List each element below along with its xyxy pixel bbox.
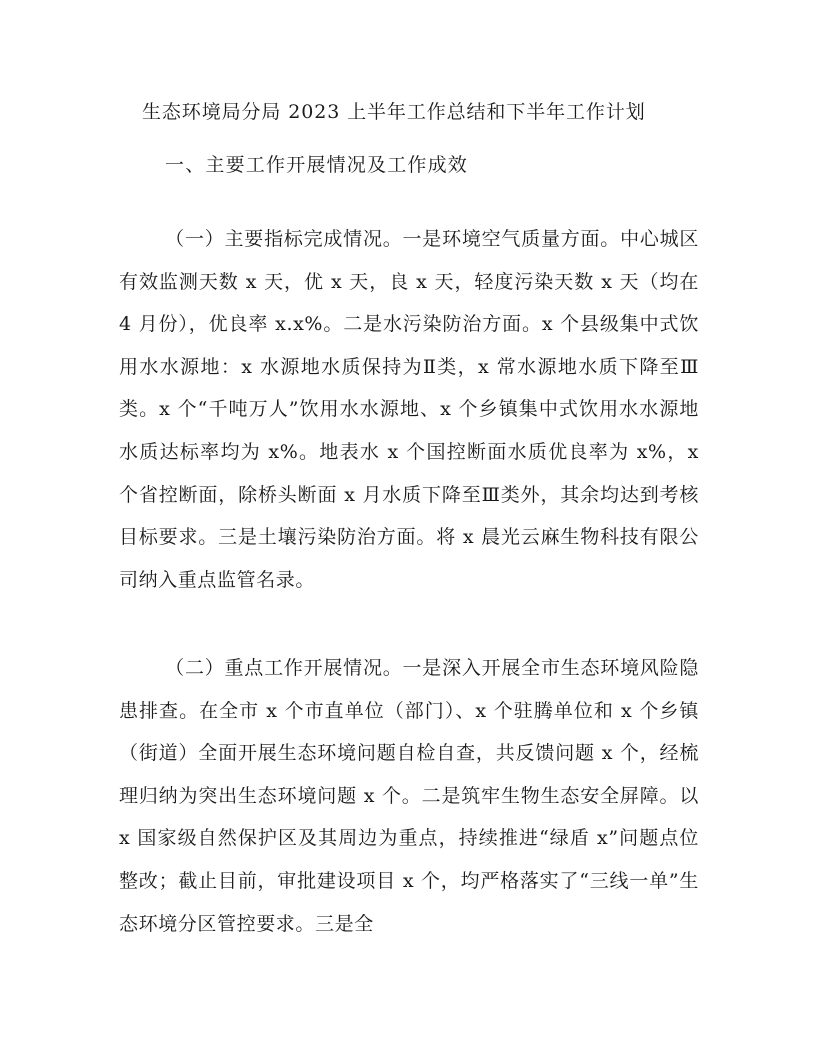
paragraph-key-work — [119, 647, 699, 945]
paragraph-text: （一）主要指标完成情况。一是环境空气质量方面。中心城区有效监测天数 x 天，优 x 天，良 x 天，轻度污染天数 x 天（均在 4 月份），优良率 x.x%。二是水污染防治方面。x 个县级集中式饮用水水源地：x 水源地水质保持为Ⅱ类，x 常水源地水质下降至Ⅲ类。x 个“千吨万人”饮用水水源地、x 个乡镇集中式饮用水水源地水质达标率均为 x%。地表水 x 个国控断面水质优良率为 x%，x 个省控断面，除桥头断面 x 月水质下降至Ⅲ类外，其余均达到考核目标要求。三是土壤污染防治方面。将 x 晨光云麻生物科技有限公司纳入重点监管名录。 — [119, 228, 699, 591]
document-title: 生态环境局分局 2023 上半年工作总结和下半年工作计划 — [142, 101, 646, 123]
section-heading: 一、主要工作开展情况及工作成效 — [165, 154, 469, 176]
paragraph-text: （二）重点工作开展情况。一是深入开展全市生态环境风险隐患排查。在全市 x 个市直单位（部门）、x 个驻腾单位和 x 个乡镇（街道）全面开展生态环境问题自检自查，共反馈问题 x 个，经梳理归纳为突出生态环境问题 x 个。二是筑牢生物生态安全屏障。以 x 国家级自然保护区及其周边为重点，持续推进“绿盾 x”问题点位整改；截止目前，审批建设项目 x 个，均严格落实了“三线一单”生态环境分区管控要求。三是全 — [119, 657, 699, 935]
paragraph-main-indicators — [119, 218, 699, 601]
